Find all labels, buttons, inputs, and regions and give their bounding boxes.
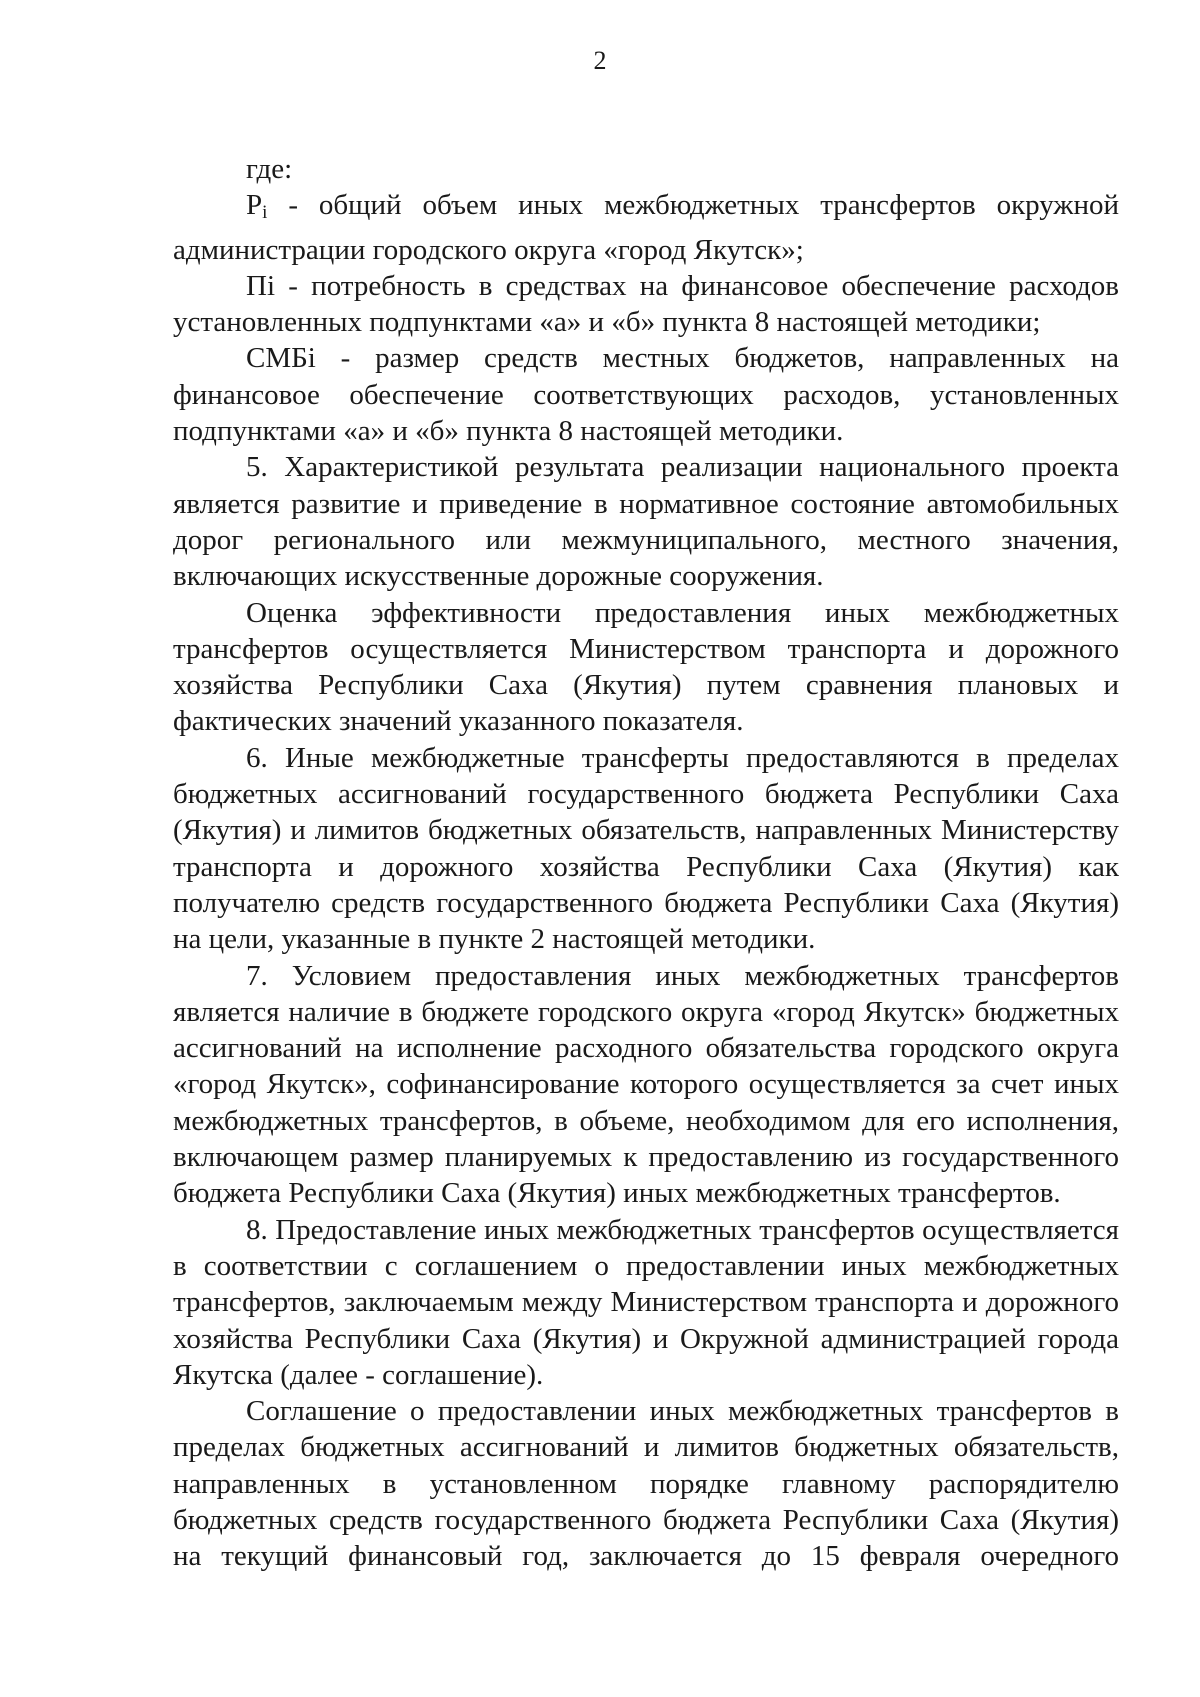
paragraph-definition-smb: СМБi - размер средств местных бюджетов, направленных на финансовое обеспечение соответствующих расходов, установленных подпунктами «а» и «б» пункта 8 настоящей методики. [173,342,1119,448]
symbol-subscript: i [262,202,268,224]
paragraph-item-8-agreement: Соглашение о предоставлении иных межбюджетных трансфертов в пределах бюджетных ассигнований и лимитов бюджетных обязательств, направленных в установленном порядке главному распорядителю бюджетных средств государственного бюджета Республики Саха (Якутия) на текущий финансовый год, заключается до 15 февраля очередного [173,1395,1119,1573]
paragraph-definition-pi [173,187,1119,268]
definition-pi-text: - общий объем иных межбюджетных трансфертов окружной администрации городского округа «город Якутск»; [173,189,1119,266]
paragraph-item-5-evaluation: Оценка эффективности предоставления иных межбюджетных трансфертов осуществляется Министерством транспорта и дорожного хозяйства Республики Саха (Якутия) путем сравнения плановых и фактических значений указанного показателя. [173,596,1119,738]
paragraph-item-8: 8. Предоставление иных межбюджетных трансфертов осуществляется в соответствии с соглашением о предоставлении иных межбюджетных трансфертов, заключаемым между Министерством транспорта и дорожного хозяйства Республики Саха (Якутия) и Окружной администрацией города Якутска (далее - соглашение). [173,1213,1119,1391]
paragraph-item-6: 6. Иные межбюджетные трансферты предоставляются в пределах бюджетных ассигнований государственного бюджета Республики Саха (Якутия) и лимитов бюджетных обязательств, направленных Министерству транспорта и дорожного хозяйства Республики Саха (Якутия) как получателю средств государственного бюджета Республики Саха (Якутия) на цели, указанные в пункте 2 настоящей методики. [173,741,1119,956]
paragraph-item-7: 7. Условием предоставления иных межбюджетных трансфертов является наличие в бюджете городского округа «город Якутск» бюджетных ассигнований на исполнение расходного обязательства городского округа «город Якутск», софинансирование которого осуществляется за счет иных межбюджетных трансфертов, в объеме, необходимом для его исполнения, включающем размер планируемых к предоставлению из государственного бюджета Республики Саха (Якутия) иных межбюджетных трансфертов. [173,959,1119,1210]
document-body [173,151,1119,1575]
paragraph-definition-need: Пi - потребность в средствах на финансовое обеспечение расходов установленных подпунктами «а» и «б» пункта 8 настоящей методики; [173,269,1119,339]
symbol-p: P [246,189,263,222]
page-number: 2 [593,46,607,75]
paragraph-item-5: 5. Характеристикой результата реализации национального проекта является развитие и приведение в нормативное состояние автомобильных дорог регионального или межмуниципального, местного значения, включающих искусственные дорожные сооружения. [173,451,1119,593]
paragraph-where: где: [246,153,293,185]
